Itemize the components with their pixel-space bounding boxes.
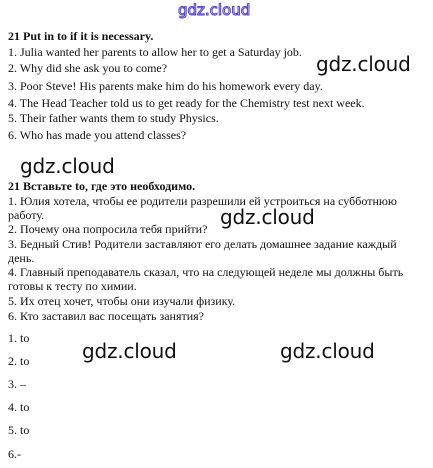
answer-6: 6.- — [8, 447, 21, 461]
english-item-4: 4. The Head Teacher told us to get ready for the Chemistry test next week. — [8, 96, 365, 110]
russian-item-3: 3. Бедный Стив! Родители заставляют его делать домашнее задание каждый день. — [8, 237, 397, 265]
watermark: gdz.cloud — [82, 339, 177, 363]
watermark-logo: gdz.cloud — [178, 1, 251, 19]
english-item-3: 3. Poor Steve! His parents make him do his homework every day. — [8, 79, 323, 93]
answer-1: 1. to — [8, 331, 30, 345]
watermark: gdz.cloud — [316, 52, 411, 76]
english-item-5: 5. Their father wants them to study Physics. — [8, 111, 219, 125]
english-item-2: 2. Why did she ask you to come? — [8, 61, 168, 75]
english-item-1: 1. Julia wanted her parents to allow her to get a Saturday job. — [8, 45, 302, 59]
answer-4: 4. to — [8, 400, 30, 414]
russian-heading: 21 Вставьте to, где это необходимо. — [8, 179, 196, 193]
watermark: gdz.cloud — [20, 154, 115, 178]
russian-item-5: 5. Их отец хочет, чтобы они изучали физику. — [8, 294, 236, 308]
english-heading: 21 Put in to if it is necessary. — [8, 29, 154, 43]
answer-5: 5. to — [8, 423, 30, 437]
answer-3: 3. – — [8, 377, 26, 391]
russian-item-4: 4. Главный преподаватель сказал, что на следующей неделе мы должны быть готовы к тесту по химии. — [8, 265, 404, 293]
russian-item-6: 6. Кто заставил вас посещать занятия? — [8, 309, 204, 323]
russian-item-1: 1. Юлия хотела, чтобы ее родители разрешили ей устроиться на субботнюю работу. — [8, 194, 397, 222]
watermark: gdz.cloud — [220, 205, 315, 229]
english-item-6: 6. Who has made you attend classes? — [8, 128, 187, 142]
russian-item-2: 2. Почему она попросила тебя прийти? — [8, 222, 208, 236]
watermark: gdz.cloud — [280, 339, 375, 363]
answer-2: 2. to — [8, 354, 30, 368]
